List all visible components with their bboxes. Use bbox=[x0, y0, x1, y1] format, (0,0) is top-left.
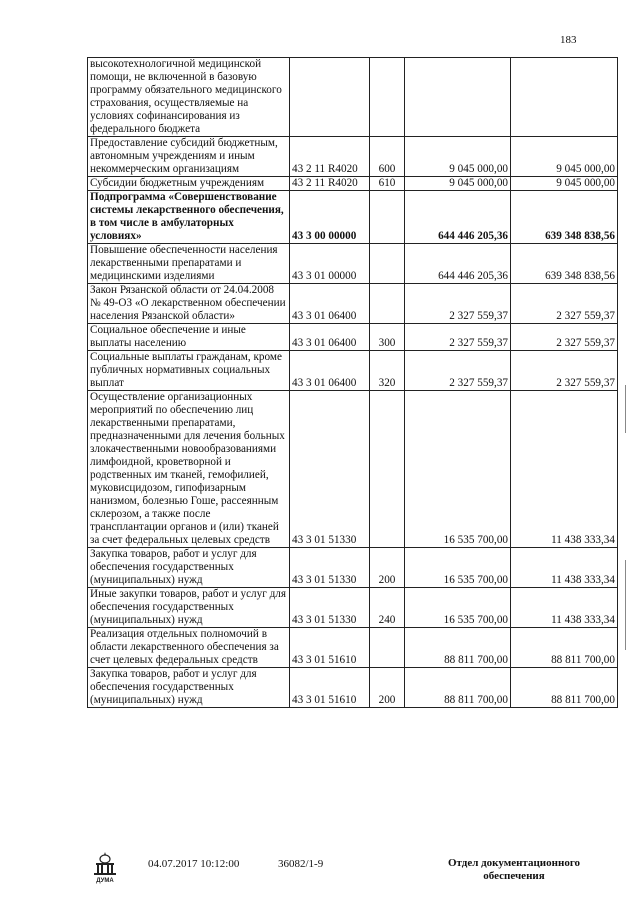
table-row bbox=[88, 58, 618, 137]
footer-department bbox=[440, 857, 588, 883]
table-row bbox=[88, 191, 618, 244]
row-expense-type: 240 bbox=[370, 588, 405, 628]
table-row bbox=[88, 137, 618, 177]
row-sum-2017: 644 446 205,36 bbox=[405, 244, 511, 284]
row-name: Социальные выплаты гражданам, кроме публичных нормативных социальных выплат bbox=[88, 351, 290, 391]
row-sum-2017: 2 327 559,37 bbox=[405, 284, 511, 324]
row-code: 43 3 01 51330 bbox=[290, 588, 370, 628]
row-sum-2017: 16 535 700,00 bbox=[405, 548, 511, 588]
table-row bbox=[88, 177, 618, 191]
row-expense-type: 200 bbox=[370, 668, 405, 708]
duma-logo-icon bbox=[90, 850, 120, 884]
row-name: Иные закупки товаров, работ и услуг для обеспечения государственных (муниципальных) нужд bbox=[88, 588, 290, 628]
row-sum-2017: 16 535 700,00 bbox=[405, 391, 511, 548]
table-row bbox=[88, 324, 618, 351]
row-sum-2017: 9 045 000,00 bbox=[405, 137, 511, 177]
row-code: 43 3 01 06400 bbox=[290, 324, 370, 351]
row-code: 43 3 01 51330 bbox=[290, 548, 370, 588]
row-code: 43 2 11 R4020 bbox=[290, 137, 370, 177]
row-expense-type bbox=[370, 628, 405, 668]
row-name: Закон Рязанской области от 24.04.2008 № 49-ОЗ «О лекарственном обеспечении населения Рязанской области» bbox=[88, 284, 290, 324]
row-expense-type bbox=[370, 191, 405, 244]
department-line-1: Отдел документационного bbox=[447, 857, 581, 869]
row-code bbox=[290, 58, 370, 137]
row-sum-2018: 9 045 000,00 bbox=[511, 177, 618, 191]
row-code: 43 3 01 06400 bbox=[290, 351, 370, 391]
table-row bbox=[88, 244, 618, 284]
row-name: Осуществление организационных мероприятий по обеспечению лиц лекарственными препаратами, предназначенными для лечения больных злокачественными новообразованиями лимфоидной, кроветворной и родственных им тканей, гемофилией, муковисцидозом, гипофизарным нанизмом, болезнью Гоше, рассеянным склерозом, а также после трансплантации органов и (или) тканей за счет федеральных целевых средств bbox=[88, 391, 290, 548]
row-code: 43 3 01 51330 bbox=[290, 391, 370, 548]
table-row bbox=[88, 391, 618, 548]
row-sum-2017: 2 327 559,37 bbox=[405, 351, 511, 391]
footer-doc-number: 36082/1-9 bbox=[278, 858, 324, 870]
table-row bbox=[88, 351, 618, 391]
table-row bbox=[88, 628, 618, 668]
row-name: Субсидии бюджетным учреждениям bbox=[88, 177, 290, 191]
row-name: Социальное обеспечение и иные выплаты населению bbox=[88, 324, 290, 351]
row-code: 43 3 01 00000 bbox=[290, 244, 370, 284]
row-sum-2018 bbox=[511, 58, 618, 137]
row-sum-2017: 16 535 700,00 bbox=[405, 588, 511, 628]
row-expense-type bbox=[370, 58, 405, 137]
table-row bbox=[88, 284, 618, 324]
row-sum-2018: 11 438 333,34 bbox=[511, 548, 618, 588]
page-number: 183 bbox=[560, 34, 577, 46]
table-row bbox=[88, 548, 618, 588]
row-sum-2017: 88 811 700,00 bbox=[405, 668, 511, 708]
row-sum-2017: 2 327 559,37 bbox=[405, 324, 511, 351]
row-name: Закупка товаров, работ и услуг для обеспечения государственных (муниципальных) нужд bbox=[88, 668, 290, 708]
row-expense-type bbox=[370, 284, 405, 324]
table-row bbox=[88, 588, 618, 628]
scan-edge-mark bbox=[625, 560, 626, 650]
row-sum-2018: 88 811 700,00 bbox=[511, 628, 618, 668]
row-expense-type: 320 bbox=[370, 351, 405, 391]
row-code: 43 3 01 51610 bbox=[290, 668, 370, 708]
row-sum-2018: 9 045 000,00 bbox=[511, 137, 618, 177]
row-name: Повышение обеспеченности населения лекарственными препаратами и медицинскими изделиями bbox=[88, 244, 290, 284]
logo-text: ДУМА bbox=[96, 878, 114, 884]
scan-edge-mark bbox=[625, 385, 626, 433]
row-sum-2017: 9 045 000,00 bbox=[405, 177, 511, 191]
row-expense-type: 200 bbox=[370, 548, 405, 588]
row-expense-type: 600 bbox=[370, 137, 405, 177]
row-sum-2018: 2 327 559,37 bbox=[511, 351, 618, 391]
row-expense-type bbox=[370, 391, 405, 548]
row-expense-type: 300 bbox=[370, 324, 405, 351]
row-sum-2017: 644 446 205,36 bbox=[405, 191, 511, 244]
row-code: 43 3 00 00000 bbox=[290, 191, 370, 244]
department-line-2: обеспечения bbox=[483, 870, 545, 882]
row-sum-2018: 639 348 838,56 bbox=[511, 244, 618, 284]
row-sum-2018: 2 327 559,37 bbox=[511, 324, 618, 351]
budget-table bbox=[87, 57, 618, 708]
row-sum-2018: 2 327 559,37 bbox=[511, 284, 618, 324]
row-name: Закупка товаров, работ и услуг для обеспечения государственных (муниципальных) нужд bbox=[88, 548, 290, 588]
row-sum-2018: 639 348 838,56 bbox=[511, 191, 618, 244]
row-code: 43 2 11 R4020 bbox=[290, 177, 370, 191]
row-sum-2018: 11 438 333,34 bbox=[511, 588, 618, 628]
table-row bbox=[88, 668, 618, 708]
row-expense-type: 610 bbox=[370, 177, 405, 191]
row-expense-type bbox=[370, 244, 405, 284]
row-code: 43 3 01 51610 bbox=[290, 628, 370, 668]
row-sum-2017: 88 811 700,00 bbox=[405, 628, 511, 668]
row-sum-2018: 88 811 700,00 bbox=[511, 668, 618, 708]
row-name: Подпрограмма «Совершенствование системы лекарственного обеспечения, в том числе в амбулаторных условиях» bbox=[88, 191, 290, 244]
row-sum-2018: 11 438 333,34 bbox=[511, 391, 618, 548]
row-code: 43 3 01 06400 bbox=[290, 284, 370, 324]
footer-date: 04.07.2017 10:12:00 bbox=[148, 858, 240, 870]
row-sum-2017 bbox=[405, 58, 511, 137]
row-name: высокотехнологичной медицинской помощи, не включенной в базовую программу обязательного медицинского страхования, осуществляемые на условиях софинансирования из федерального бюджета bbox=[88, 58, 290, 137]
row-name: Предоставление субсидий бюджетным, автономным учреждениям и иным некоммерческим организациям bbox=[88, 137, 290, 177]
row-name: Реализация отдельных полномочий в области лекарственного обеспечения за счет целевых федеральных средств bbox=[88, 628, 290, 668]
